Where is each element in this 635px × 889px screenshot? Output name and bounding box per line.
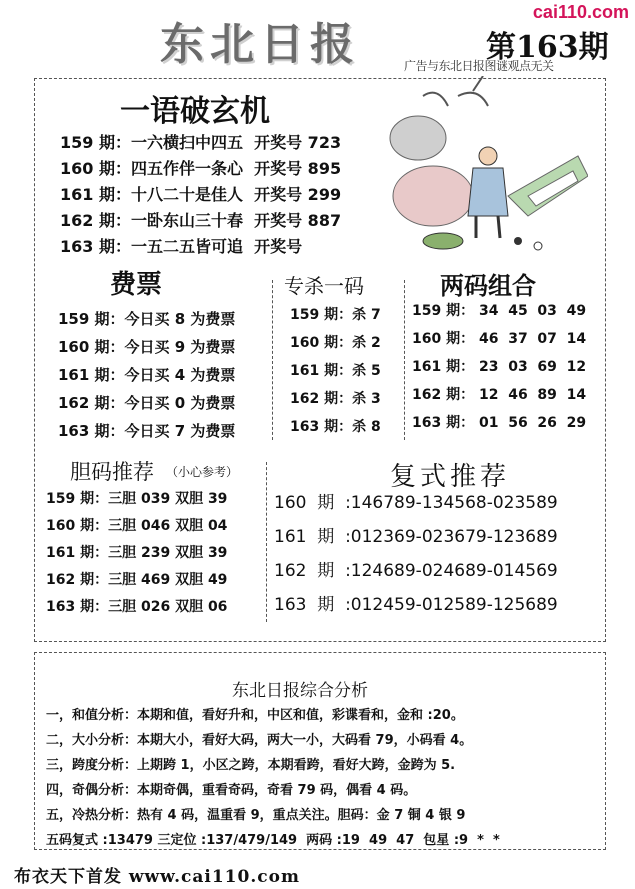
- scholar-illustration: [388, 76, 588, 258]
- riddle-row: 162 期：一卧东山三十春 开奖号 887: [60, 211, 342, 230]
- pair-row: 161 期： 23 03 69 12: [412, 359, 587, 375]
- issue-number: 第163期: [486, 30, 609, 65]
- compound-row: 161 期 :012369-023679-123689: [274, 527, 558, 547]
- riddle-row: 161 期：十八二十是佳人 开奖号 299: [60, 185, 342, 204]
- kill-row: 159 期：杀 7: [290, 307, 381, 323]
- compound-title: 复式推荐: [390, 462, 511, 492]
- compound-row: 162 期 :124689-024689-014569: [274, 561, 558, 581]
- fee-row: 162 期：今日买 0 为费票: [58, 394, 236, 412]
- analysis-row: 五码复式 :13479 三定位 :137/479/149 两码 :19 49 47 包星 :9 * *: [46, 833, 500, 848]
- analysis-row: 一，和值分析：本期和值，看好升和，中区和值，彩谍看和，金和 :20。: [46, 708, 464, 723]
- analysis-row: 三，跨度分析：上期跨 1，小区之跨，本期看跨，看好大跨，金跨为 5.: [46, 758, 456, 773]
- divider: [266, 462, 267, 622]
- pair-row: 160 期： 46 37 07 14: [412, 331, 587, 347]
- gall-row: 161 期：三胆 239 双胆 39: [46, 545, 228, 561]
- riddle-title: 一语破玄机: [120, 94, 270, 129]
- gall-row: 162 期：三胆 469 双胆 49: [46, 572, 228, 588]
- gall-title: 胆码推荐: [70, 460, 154, 484]
- riddle-row: 160 期：四五作伴一条心 开奖号 895: [60, 159, 342, 178]
- masthead-title: 东北日报: [160, 19, 360, 70]
- fee-row: 161 期：今日买 4 为费票: [58, 366, 236, 384]
- fee-row: 159 期：今日买 8 为费票: [58, 310, 236, 328]
- gall-note: （小心参考）: [166, 465, 239, 479]
- kill-row: 162 期：杀 3: [290, 391, 381, 407]
- kill-title: 专杀一码: [284, 274, 364, 298]
- divider: [272, 280, 273, 440]
- footer-text: 布衣天下首发 www.cai110.com: [14, 867, 300, 887]
- pair-row: 159 期： 34 45 03 49: [412, 303, 587, 319]
- kill-row: 161 期：杀 5: [290, 363, 381, 379]
- analysis-row: 二，大小分析：本期大小，看好大码，两大一小，大码看 79，小码看 4。: [46, 733, 473, 748]
- fee-row: 160 期：今日买 9 为费票: [58, 338, 236, 356]
- kill-row: 160 期：杀 2: [290, 335, 381, 351]
- gall-row: 160 期：三胆 046 双胆 04: [46, 518, 228, 534]
- fee-title: 费票: [110, 270, 163, 300]
- analysis-row: 五，冷热分析：热有 4 码，温重看 9，重点关注。胆码：金 7 铜 4 银 9: [46, 808, 466, 823]
- pair-title: 两码组合: [440, 271, 536, 300]
- disclaimer: 广告与东北日报图谜观点无关: [404, 59, 554, 73]
- gall-row: 159 期：三胆 039 双胆 39: [46, 491, 228, 507]
- divider: [404, 280, 405, 440]
- riddle-row: 163 期：一五二五皆可追 开奖号: [60, 237, 303, 256]
- riddle-row: 159 期：一六横扫中四五 开奖号 723: [60, 133, 342, 152]
- site-link[interactable]: cai110.com: [532, 2, 629, 22]
- analysis-row: 四，奇偶分析：本期奇偶，重看奇码，奇看 79 码，偶看 4 码。: [46, 783, 417, 798]
- pair-row: 162 期： 12 46 89 14: [412, 387, 587, 403]
- pair-row: 163 期： 01 56 26 29: [412, 415, 587, 431]
- fee-row: 163 期：今日买 7 为费票: [58, 422, 236, 440]
- compound-row: 163 期 :012459-012589-125689: [274, 595, 558, 615]
- kill-row: 163 期：杀 8: [290, 419, 381, 435]
- gall-row: 163 期：三胆 026 双胆 06: [46, 599, 228, 615]
- analysis-title: 东北日报综合分析: [232, 681, 368, 701]
- compound-row: 160 期 :146789-134568-023589: [274, 493, 558, 513]
